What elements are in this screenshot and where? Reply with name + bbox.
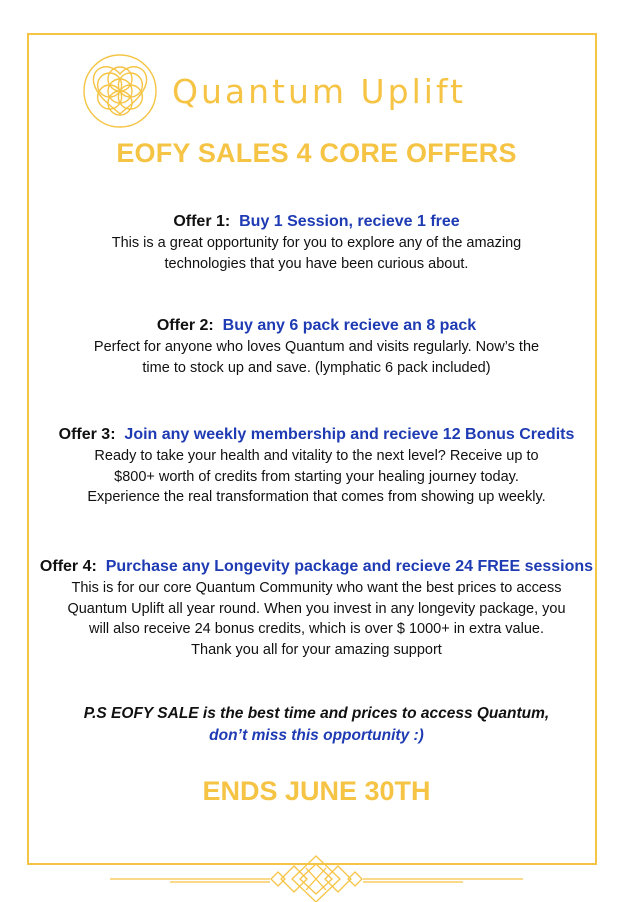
offer-line: Quantum Uplift all year round. When you invest in any longevity package, you [67, 600, 566, 617]
ends-date: ENDS JUNE 30TH [202, 776, 431, 806]
offer-title: Purchase any Longevity package and recieve 24 FREE sessions [105, 558, 594, 575]
offer-description [30, 446, 603, 508]
brand-header [80, 52, 550, 130]
offer-description [30, 233, 603, 274]
flower-of-life-icon [80, 52, 160, 130]
offer-line: Perfect for anyone who loves Quantum and visits regularly. Now’s the [93, 339, 540, 355]
offer-title: Buy any 6 pack recieve an 8 pack [222, 317, 477, 334]
offer-heading [30, 424, 603, 446]
page-title: EOFY SALES 4 CORE OFFERS [116, 138, 517, 168]
offer-description [30, 578, 603, 660]
offer-number: Offer 4: [39, 558, 97, 575]
offer-line: Ready to take your health and vitality to the next level? Receive up to [94, 448, 539, 464]
diamond-lattice-ornament-icon [110, 852, 523, 902]
offer-title: Buy 1 Session, recieve 1 free [239, 213, 460, 230]
offer-line: technologies that you have been curious about. [164, 255, 469, 272]
offer-heading [30, 556, 603, 578]
offer-number: Offer 3: [58, 426, 116, 443]
brand-name: Quantum Uplift [172, 72, 466, 111]
ps-note [30, 703, 603, 747]
ps-cta-line: don’t miss this opportunity :) [209, 727, 424, 744]
offer-heading [30, 211, 603, 233]
offer-heading [30, 315, 603, 337]
offer-line: Thank you all for your amazing support [191, 641, 442, 658]
offer-description [30, 337, 603, 378]
offer-4 [30, 556, 603, 660]
offer-line: time to stock up and save. (lymphatic 6 pack included) [142, 359, 491, 376]
offer-line: $800+ worth of credits from starting your healing journey today. [114, 468, 519, 485]
ps-line: P.S EOFY SALE is the best time and prices to access Quantum, [83, 705, 550, 722]
offer-line: This is for our core Quantum Community who want the best prices to access [71, 580, 562, 596]
offer-title: Join any weekly membership and recieve 12 Bonus Credits [124, 426, 575, 443]
offer-2 [30, 315, 603, 378]
offer-number: Offer 2: [156, 317, 214, 334]
offer-line: Experience the real transformation that comes from showing up weekly. [87, 489, 546, 505]
offer-1 [30, 211, 603, 274]
offer-line: This is a great opportunity for you to explore any of the amazing [111, 235, 522, 251]
offer-number: Offer 1: [173, 213, 231, 230]
offer-line: will also receive 24 bonus credits, which is over $ 1000+ in extra value. [89, 621, 544, 637]
offer-3 [30, 424, 603, 508]
